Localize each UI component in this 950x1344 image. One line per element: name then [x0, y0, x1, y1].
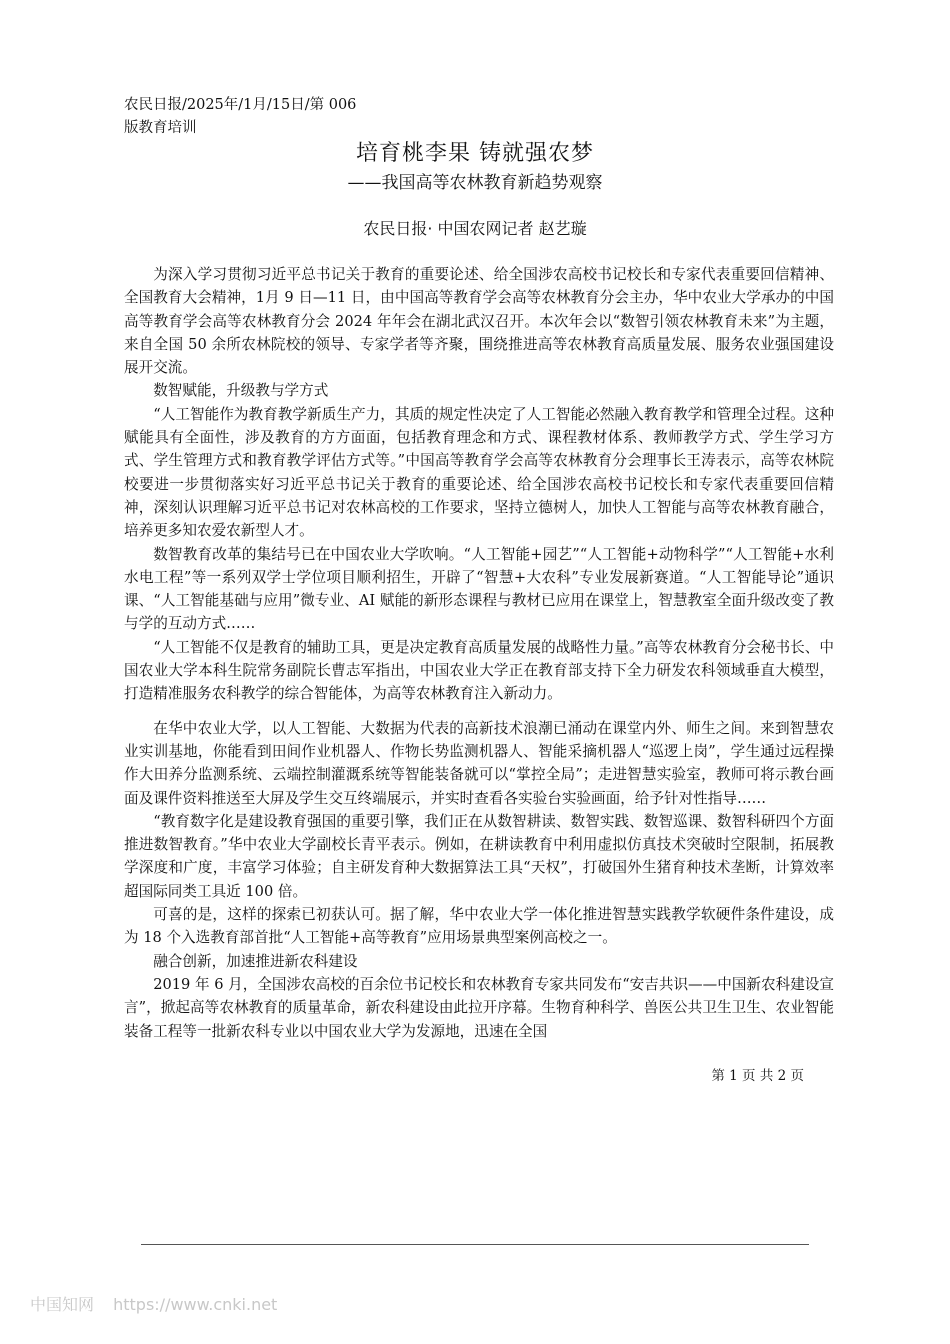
paragraph: “人工智能作为教育教学新质生产力，其质的规定性决定了人工智能必然融入教育教学和管理全过程。这种赋能具有全面性，涉及教育的方方面面，包括教育理念和方式、课程教材体系、教师教学方式、学生学习方式、学生管理方式和教育教学评估方式等。”中国高等教育学会高等农林教育分会理事长王涛表示，高等农林院校要进一步贯彻落实好习近平总书记关于教育的重要论述、给全国涉农高校书记校长和专家代表重要回信精神，深刻认识理解习近平总书记对农林高校的工作要求，坚持立德树人，加快人工智能与高等农林教育融合，培养更多知农爱农新型人才。 [124, 405, 834, 540]
paragraph: “教育数字化是建设教育强国的重要引擎，我们正在从数智耕读、数智实践、数智巡课、数智科研四个方面推进数智教育。”华中农业大学副校长青平表示。例如，在耕读教育中利用虚拟仿真技术突破时空限制，拓展教学深度和广度，丰富学习体验；自主研发育种大数据算法工具“天权”，打破国外生猪育种技术垄断，计算效率超国际同类工具近 100 倍。 [124, 812, 834, 900]
source-line: 版教育培训 [124, 120, 197, 136]
source-info [124, 94, 444, 140]
paragraph: 2019 年 6 月，全国涉农高校的百余位书记校长和农林教育专家共同发布“安吉共识——中国新农科建设宣言”，掀起高等农林教育的质量革命，新农科建设由此拉开序幕。生物育种科学、兽医公共卫生卫生、农业智能装备工程等一批新农科专业以中国农业大学为发源地，迅速在全国 [124, 975, 834, 1040]
paragraph: 可喜的是，这样的探索已初获认可。据了解，华中农业大学一体化推进智慧实践教学软硬件条件建设，成为 18 个入选教育部首批“人工智能+高等教育”应用场景典型案例高校之一。 [124, 906, 834, 947]
article-byline: 农民日报· 中国农网记者 赵艺璇 [363, 219, 587, 238]
watermark-brand: 中国知网 [30, 1295, 95, 1314]
section-heading: 融合创新，加速推进新农科建设 [153, 952, 358, 970]
article-title: 培育桃李果 铸就强农梦 [356, 141, 594, 166]
paragraph: 在华中农业大学，以人工智能、大数据为代表的高新技术浪潮已涌动在课堂内外、师生之间。来到智慧农业实训基地，你能看到田间作业机器人、作物长势监测机器人、智能采摘机器人“巡逻上岗”，学生通过远程操作大田养分监测系统、云端控制灌溉系统等智能装备就可以“掌控全局”；走进智慧实验室，教师可将示教台画面及课件资料推送至大屏及学生交互终端展示，并实时查看各实验台实验画面，给予针对性指导…… [124, 719, 834, 807]
source-line: 农民日报/2025年/1月/15日/第 006 [124, 97, 357, 113]
watermark-url: https://www.cnki.net [113, 1295, 278, 1314]
paragraph: “人工智能不仅是教育的辅助工具，更是决定教育高质量发展的战略性力量。”高等农林教育分会秘书长、中国农业大学本科生院常务副院长曹志军指出，中国农业大学正在教育部支持下全力研发农科领域垂直大模型，打造精准服务农科教学的综合智能体，为高等农林教育注入新动力。 [124, 638, 834, 703]
footer-divider [141, 1244, 809, 1245]
section-heading: 数智赋能，升级教与学方式 [153, 382, 329, 400]
page-indicator: 第 1 页 共 2 页 [711, 1068, 804, 1084]
paragraph: 为深入学习贯彻习近平总书记关于教育的重要论述、给全国涉农高校书记校长和专家代表重要回信精神、全国教育大会精神，1月 9 日—11 日，由中国高等教育学会高等农林教育分会主办，华中农业大学承办的中国高等教育学会高等农林教育分会 2024 年年会在湖北武汉召开。本次年会以“数智引领农林教育未来”为主题，来自全国 50 余所农林院校的领导、专家学者等齐聚，围绕推进高等农林教育高质量发展、服务农业强国建设展开交流。 [124, 266, 834, 377]
cnki-watermark [30, 1293, 350, 1317]
article-subtitle: ——我国高等农林教育新趋势观察 [347, 173, 603, 193]
paragraph: 数智教育改革的集结号已在中国农业大学吹响。“人工智能+园艺”“人工智能+动物科学”“人工智能+水利水电工程”等一系列双学士学位项目顺利招生，开辟了“智慧+大农科”专业发展新赛道。“人工智能导论”通识课、“人工智能基础与应用”微专业、AI 赋能的新形态课程与教材已应用在课堂上，智慧教室全面升级改变了教与学的互动方式…… [124, 545, 834, 633]
article-body [124, 263, 834, 1043]
